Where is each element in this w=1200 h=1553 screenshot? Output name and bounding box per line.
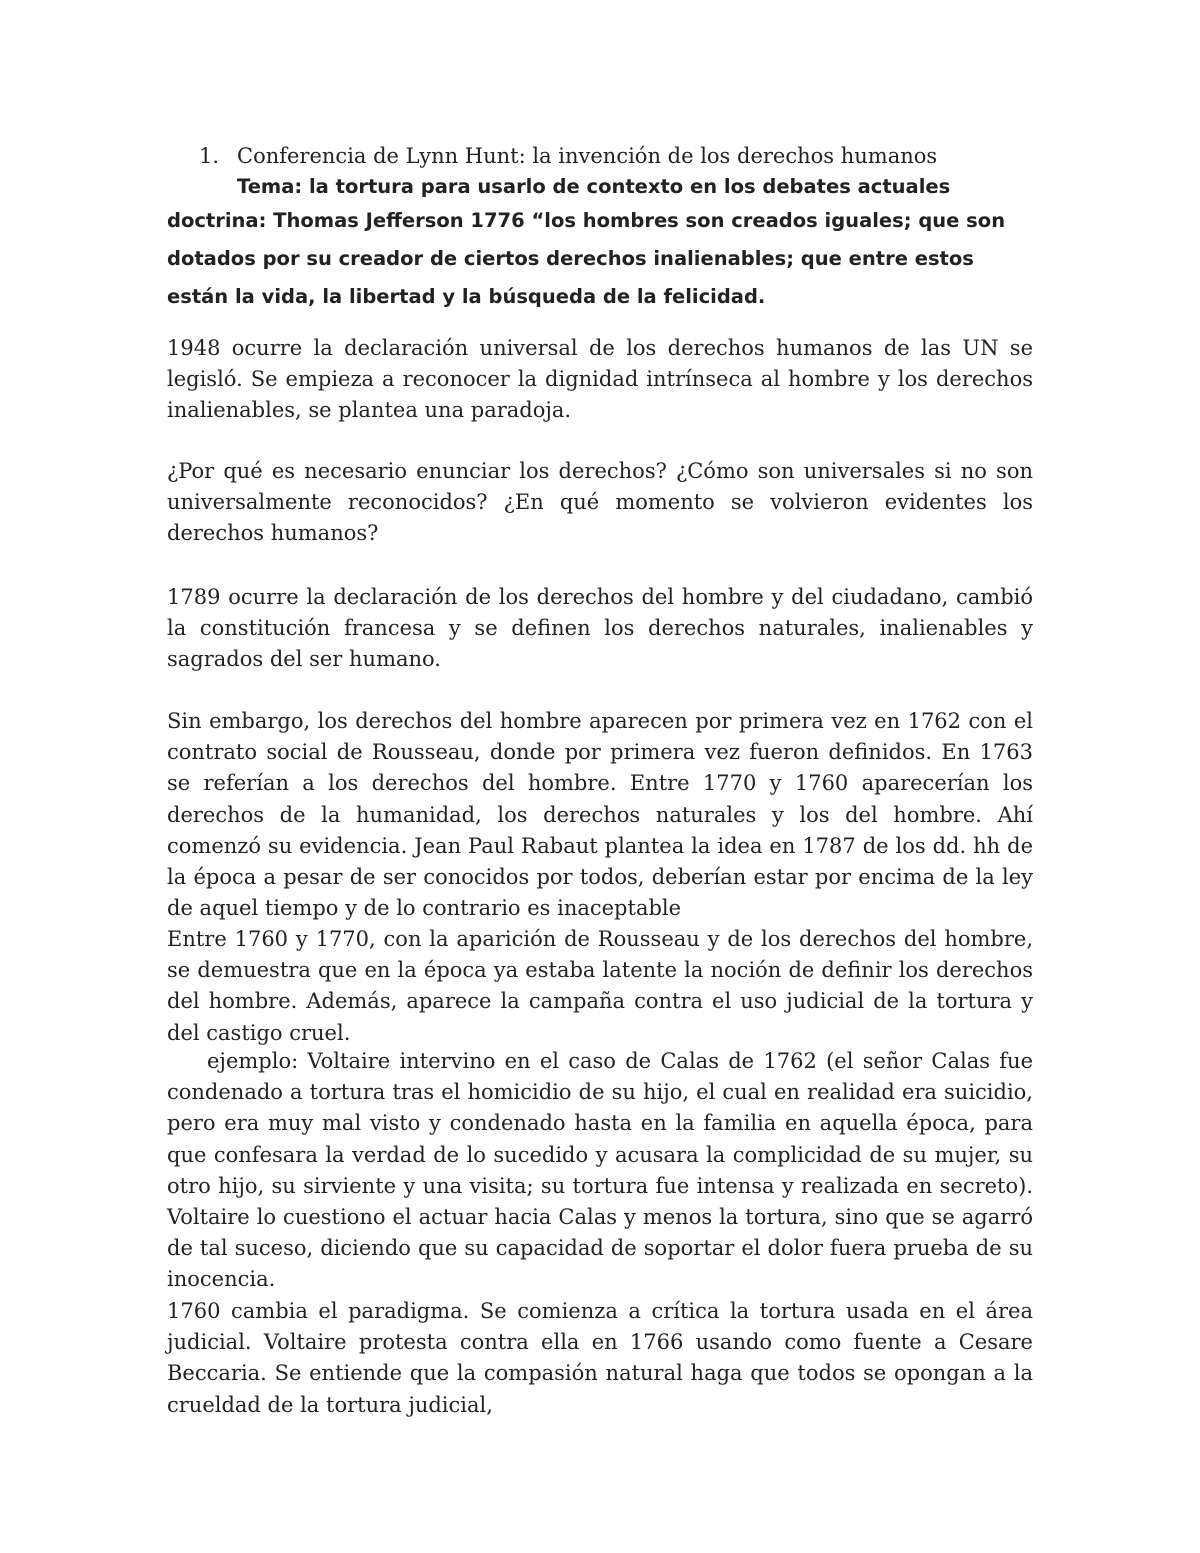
paragraph-rousseau: Sin embargo, los derechos del hombre aparecen por primera vez en 1762 con el contrato social de Rousseau, donde por primera vez fueron definidos. En 1763 se referían a los derechos del hombre. Entre 1770 y 1760 aparecerían los derechos de la humanidad, los derechos naturales y los del hombre. Ahí comenzó su evidencia. Jean Paul Rabaut plantea la idea en 1787 de los dd. hh de la época a pesar de ser conocidos por todos, deberían estar por encima de la ley de aquel tiempo y de lo contrario es inaceptable: [167, 709, 1033, 921]
paragraph-1789: 1789 ocurre la declaración de los derechos del hombre y del ciudadano, cambió la constitución francesa y se definen los derechos naturales, inalienables y sagrados del ser humano.: [167, 585, 1033, 672]
paragraph-ejemplo-voltaire: ejemplo: Voltaire intervino en el caso de Calas de 1762 (el señor Calas fue condenado a tortura tras el homicidio de su hijo, el cual en realidad era suicidio, pero era muy mal visto y condenado hasta en la familia en aquella época, para que confesara la verdad de lo sucedido y acusara la complicidad de su mujer, su otro hijo, su sirviente y una visita; su tortura fue intensa y realizada en secreto). Voltaire lo cuestiono el actuar hacia Calas y menos la tortura, sino que se agarró de tal suceso, diciendo que su capacidad de soportar el dolor fuera prueba de su inocencia.: [167, 1049, 1033, 1292]
heading-text: Conferencia de Lynn Hunt: la invención de los derechos humanos: [237, 144, 938, 168]
paragraph-questions: ¿Por qué es necesario enunciar los derechos? ¿Cómo son universales si no son universalmente reconocidos? ¿En qué momento se volvieron evidentes los derechos humanos?: [167, 459, 1033, 546]
section-heading: [199, 141, 1059, 171]
list-number: 1.: [199, 144, 220, 168]
paragraph-1948: 1948 ocurre la declaración universal de los derechos humanos de las UN se legisló. Se empieza a reconocer la dignidad intrínseca al hombre y los derechos inalienables, se plantea una paradoja.: [167, 336, 1033, 423]
paragraph-1760-1770: Entre 1760 y 1770, con la aparición de Rousseau y de los derechos del hombre, se demuestra que en la época ya estaba latente la noción de definir los derechos del hombre. Además, aparece la campaña contra el uso judicial de la tortura y del castigo cruel.: [167, 927, 1033, 1045]
doctrina-paragraph: doctrina: Thomas Jefferson 1776 “los hombres son creados iguales; que son dotados por su creador de ciertos derechos inalienables; que entre estos están la vida, la libertad y la búsqueda de la felicidad.: [167, 209, 1006, 308]
tema-line: Tema: la tortura para usarlo de contexto en los debates actuales: [237, 175, 951, 198]
paragraph-1760-paradigma: 1760 cambia el paradigma. Se comienza a crítica la tortura usada en el área judicial. Voltaire protesta contra ella en 1766 usando como fuente a Cesare Beccaria. Se entiende que la compasión natural haga que todos se opongan a la crueldad de la tortura judicial,: [167, 1299, 1033, 1417]
